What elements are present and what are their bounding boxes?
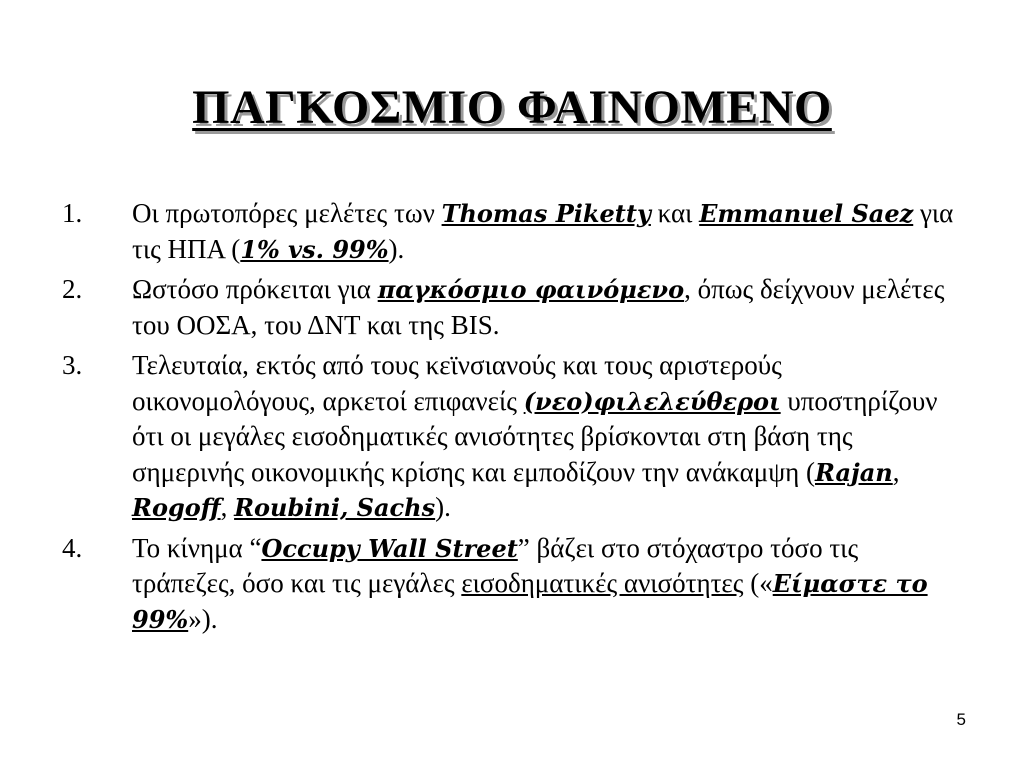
- item-number: 4.: [62, 532, 83, 563]
- slide-title: ΠΑΓΚΟΣΜΙΟ ΦΑΙΝΟΜΕΝΟ: [192, 81, 832, 134]
- item-text: υποστηρίζουν ότι οι μεγάλες εισοδηματικές ανισότητες βρίσκονται στη βάση της σημερινής οικονομικής κρίσης και εμποδίζουν την ανάκαμψη (: [132, 385, 938, 487]
- emphasis-text: παγκόσμιο φαινόμενο: [377, 275, 685, 304]
- numbered-list: [62, 196, 967, 642]
- item-text: και: [650, 198, 700, 228]
- list-item: [62, 272, 967, 343]
- item-text: ,: [892, 456, 900, 487]
- emphasis-text: Occupy Wall Street: [261, 533, 518, 563]
- page-number: 5: [956, 710, 966, 729]
- emphasis-text: Rogoff: [132, 493, 221, 522]
- item-text: για τις ΗΠΑ (: [132, 198, 954, 264]
- list-item: [62, 531, 967, 638]
- item-text: Ωστόσο πρόκειται για: [132, 274, 378, 304]
- item-text: »).: [188, 603, 218, 634]
- item-text: , όπως δείχνουν μελέτες του ΟΟΣΑ, του ΔΝΤ και της BIS.: [132, 274, 945, 340]
- item-text: ).: [388, 233, 405, 264]
- underlined-text: εισοδηματικές ανισότητες: [461, 568, 744, 598]
- item-text: ,: [220, 492, 235, 522]
- item-number: 1.: [62, 198, 83, 228]
- item-number: 2.: [62, 274, 83, 304]
- item-text: ).: [435, 492, 451, 522]
- item-text: Το κίνημα “: [132, 532, 262, 563]
- emphasis-text: Είμαστε το 99%: [132, 569, 928, 634]
- item-number: 3.: [62, 350, 83, 380]
- item-text: («: [743, 568, 773, 598]
- emphasis-text: Rajan: [815, 457, 893, 487]
- emphasis-text: Thomas Piketty: [441, 199, 651, 228]
- emphasis-text: Emmanuel Saez: [699, 199, 914, 228]
- emphasis-text: Roubini, Sachs: [234, 493, 436, 522]
- list-item: [62, 348, 967, 526]
- list-item: [62, 196, 967, 267]
- item-text: ” βάζει στο στόχαστρο τόσο τις τράπεζες, όσο και τις μεγάλες: [132, 532, 859, 598]
- item-text: Οι πρωτοπόρες μελέτες των: [132, 198, 442, 228]
- emphasis-text: (νεο)φιλελεύθεροι: [523, 386, 781, 416]
- emphasis-text: 1% vs. 99%: [240, 234, 389, 264]
- item-text: Τελευταία, εκτός από τους κεϊνσιανούς και τους αριστερούς οικονομολόγους, αρκετοί επιφανείς: [132, 350, 782, 416]
